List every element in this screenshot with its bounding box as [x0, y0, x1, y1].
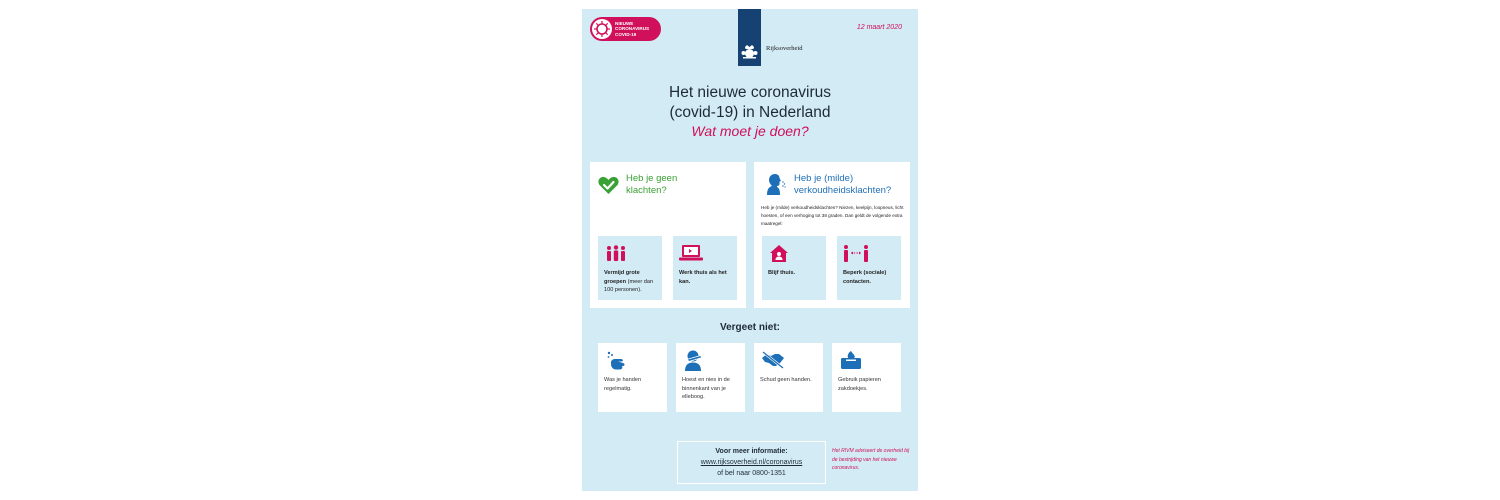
- info-phone: of bel naar 0800-1351: [717, 470, 786, 477]
- handwash-icon: [606, 351, 626, 371]
- tip-paper-tissues-label: Gebruik papieren zakdoekjes.: [838, 377, 881, 392]
- tissue-box-icon: [840, 350, 862, 369]
- tile-limit-contacts-label: [843, 269, 899, 286]
- date: 12 maart 2020: [856, 24, 902, 31]
- cold-symptoms-heading: [794, 173, 891, 196]
- tile-avoid-groups-label: [604, 269, 660, 295]
- crown-arms-icon: [741, 44, 758, 59]
- tip-no-handshake-label: Schud geen handen.: [760, 377, 812, 383]
- tile-limit-contacts: [837, 236, 901, 300]
- cold-symptoms-card: [754, 162, 910, 308]
- tip-no-handshake: [754, 343, 823, 412]
- page-title-line2: (covid-19) in Nederland: [669, 104, 831, 121]
- info-heading: Voor meer informatie:: [715, 448, 788, 455]
- cold-symptoms-heading-line1: Heb je (milde): [794, 173, 854, 184]
- covid-badge: [590, 17, 661, 41]
- cold-symptoms-heading-line2: verkoudheidsklachten?: [794, 184, 892, 196]
- distance-icon: [843, 245, 869, 262]
- badge-text: NIEUWE CORONAVIRUS COVID-19: [615, 21, 650, 37]
- tile-stay-home-bold: Blijf thuis.: [768, 270, 796, 276]
- tip-cough-elbow-label: Hoest en nies in de binnenkant van je elleboog.: [682, 377, 730, 401]
- poster: [582, 9, 918, 491]
- tip-paper-tissues: [832, 343, 901, 412]
- logo-text: Rijksoverheid: [766, 45, 803, 52]
- tile-avoid-groups-rest: (meer dan 100 personen).: [604, 278, 654, 294]
- page-subtitle: Wat moet je doen?: [691, 123, 809, 139]
- tip-cough-elbow: [676, 343, 745, 412]
- tip-wash-hands: [598, 343, 667, 412]
- virus-badge-icon: [592, 19, 612, 39]
- tile-avoid-groups-bold: Vermijd grote groepen: [604, 270, 640, 285]
- elbow-cough-icon: [684, 350, 704, 371]
- no-symptoms-heading-line1: Heb je geen: [626, 173, 678, 184]
- tile-stay-home: [762, 236, 826, 300]
- info-box: [677, 441, 826, 484]
- no-symptoms-card: [590, 162, 746, 308]
- vergeet-heading: Vergeet niet:: [719, 322, 781, 333]
- logo-ribbon: [738, 9, 761, 66]
- heart-check-icon: [598, 176, 619, 195]
- no-handshake-icon: [761, 351, 785, 369]
- no-symptoms-heading-line2: klachten?: [626, 184, 667, 196]
- tile-work-home-bold: Werk thuis als het kan.: [679, 270, 727, 285]
- tile-limit-contacts-bold: Beperk (sociale) contacten.: [843, 270, 887, 285]
- tile-work-home: [673, 236, 737, 300]
- tile-stay-home-label: [768, 269, 824, 278]
- page-title-line1: Het nieuwe coronavirus: [669, 84, 831, 101]
- rivm-note: Het RIVM adviseert de overheid bij de bestrijding van het nieuwe coronavirus.: [832, 448, 910, 472]
- tile-work-home-label: [679, 269, 735, 286]
- tile-avoid-groups: [598, 236, 662, 300]
- tip-wash-hands-label: Was je handen regelmatig.: [604, 377, 642, 392]
- group-icon: [605, 245, 627, 261]
- info-link[interactable]: www.rijksoverheid.nl/coronavirus: [700, 459, 803, 466]
- laptop-icon: [679, 245, 703, 261]
- house-icon: [770, 245, 788, 262]
- cold-symptoms-description: Heb je (milde) verkoudheidsklachten? Niezen, keelpijn, loopneus, licht hoesten, of een verhoging tot 38 graden. Dan geldt de volgende extra maatregel:: [761, 205, 904, 226]
- no-symptoms-heading: [626, 173, 677, 196]
- person-sneeze-icon: [764, 174, 786, 195]
